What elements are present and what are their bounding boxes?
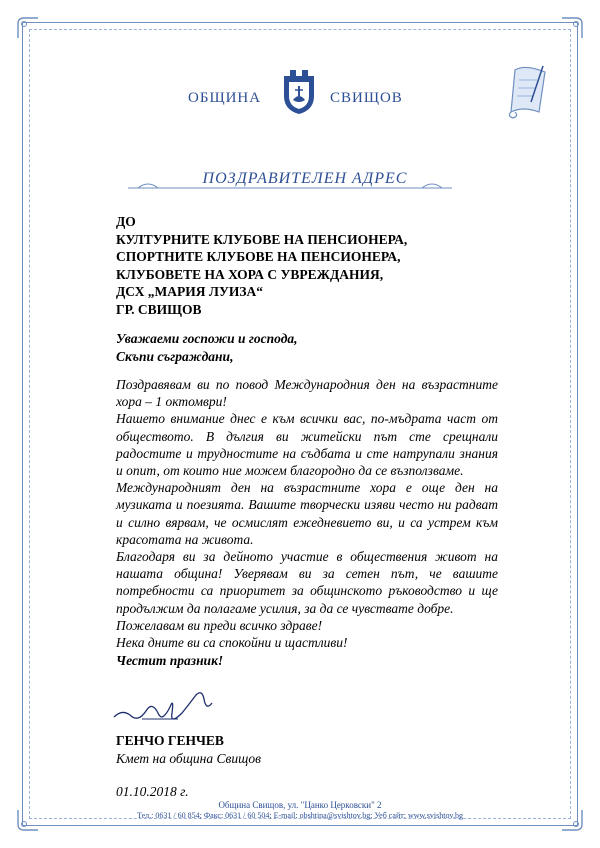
footer-contacts: Тел.: 0631 / 60 854; Факс: 0631 / 60 504; E-mail: obshtina@svishtov.bg; Уеб сайт: www.svishtov.bg [137, 811, 463, 820]
municipality-crest-icon [280, 66, 318, 116]
body-paragraph: Международният ден на възрастните хора е още ден на музиката и поезията. Вашите творчески изяви често ни радват и силно вярвам, че осмислят ежедневието ви, и са устрем към красотата на живота. [116, 480, 498, 547]
handwritten-signature [112, 683, 222, 729]
scroll-quill-icon [505, 62, 553, 122]
signer-title: Кмет на община Свищов [116, 751, 262, 766]
recipient-line: КЛУБОВЕТЕ НА ХОРА С УВРЕЖДАНИЯ, [116, 266, 384, 282]
body-paragraph: Поздравявам ви по повод Международния ден на възрастните хора – 1 октомври! [116, 377, 498, 410]
recipient-line: КУЛТУРНИТЕ КЛУБОВЕ НА ПЕНСИОНЕРА, [116, 231, 408, 247]
footer-address: Община Свищов, ул. "Цанко Церковски" 2 [218, 800, 382, 810]
recipient-block [116, 213, 407, 318]
signer-name: ГЕНЧО ГЕНЧЕВ [116, 733, 224, 748]
org-name-left: ОБЩИНА [188, 90, 262, 106]
recipient-line: ГР. СВИЩОВ [116, 301, 202, 317]
closing-line: Честит празник! [116, 653, 224, 668]
greeting-block [116, 330, 298, 365]
org-name-right: СВИЩОВ [330, 90, 403, 106]
corner-ornament-icon [560, 16, 584, 40]
body-paragraph: Нека дните ви са спокойни и щастливи! [116, 635, 348, 651]
greeting-line: Уважаеми госпожи и господа, [116, 331, 298, 346]
greeting-line: Скъпи съграждани, [116, 348, 234, 364]
letter-date: 01.10.2018 г. [116, 784, 189, 799]
body-paragraph: Нашето внимание днес е към всички вас, по-мъдрата част от обществото. В дългия ви житейски път сте срещнали радостите и трудностите на съдбата и сте натрупали знания и опит, от които ние можем благородно да се възползваме. [116, 411, 498, 479]
body-paragraph: Пожелавам ви преди всичко здраве! [116, 617, 323, 633]
body-paragraph: Благодаря ви за дейното участие в обществения живот на нашата община! Уверявам ви за сетен път, че вашите потребности са приоритет за общинското ръководство и ще продължим да полагаме усилия, за да се чувствате добре. [116, 549, 498, 616]
letter-body [116, 376, 498, 651]
recipient-line: ДСХ „МАРИЯ ЛУИЗА“ [116, 284, 264, 299]
recipient-line: ДО [116, 214, 136, 229]
document-title: ПОЗДРАВИТЕЛЕН АДРЕС [202, 170, 408, 187]
corner-ornament-icon [16, 16, 40, 40]
recipient-line: СПОРТНИТЕ КЛУБОВЕ НА ПЕНСИОНЕРА, [116, 249, 401, 264]
